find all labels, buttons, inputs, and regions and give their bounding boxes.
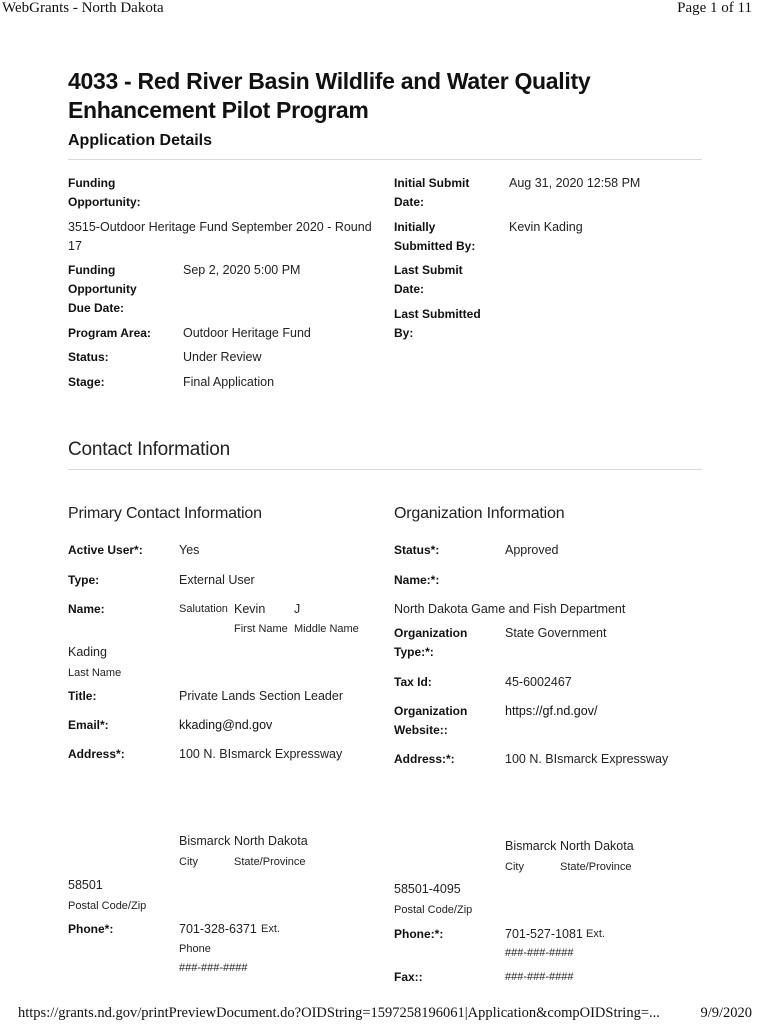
city-caption: City [179, 856, 198, 868]
stage-label: Stage: [68, 375, 105, 389]
section-divider [68, 159, 702, 160]
org-phone-format-hint: ###-###-#### [505, 947, 574, 959]
phone-value: 701-328-6371 [179, 922, 257, 936]
address-label: Address*: [68, 747, 125, 761]
org-phone-value: 701-527-1081 [505, 927, 583, 941]
section-divider [68, 469, 702, 470]
org-website-link[interactable]: https://gf.nd.gov/ [505, 704, 598, 718]
phone-format-hint: ###-###-#### [179, 962, 248, 974]
phone-ext-caption: Ext. [261, 923, 280, 935]
org-state-caption: State/Province [560, 861, 632, 873]
due-date-value: Sep 2, 2020 5:00 PM [183, 263, 301, 277]
contact-name-label: Name: [68, 602, 105, 616]
postal-code-caption: Postal Code/Zip [68, 900, 147, 912]
org-state-value: North Dakota [560, 839, 634, 853]
org-type-label: Organization Type:*: [394, 626, 468, 659]
contact-type-value: External User [179, 573, 255, 587]
page-title-line-2: Enhancement Pilot Program [68, 97, 369, 123]
address-value: 100 N. BIsmarck Expressway [179, 747, 343, 761]
state-value: North Dakota [234, 834, 308, 848]
print-header-site: WebGrants - North Dakota [2, 0, 164, 16]
initially-submitted-by-value: Kevin Kading [509, 220, 583, 234]
org-name-value: North Dakota Game and Fish Department [394, 602, 626, 616]
middle-name-value: J [294, 602, 301, 616]
email-link[interactable]: kkading@nd.gov [179, 718, 273, 732]
tax-id-value: 45-6002467 [505, 675, 572, 689]
org-name-label: Name:*: [394, 573, 440, 587]
funding-opportunity-value: 3515-Outdoor Heritage Fund September 2020 - Round 17 [68, 220, 372, 253]
print-footer-url: https://grants.nd.gov/printPreviewDocument.do?OIDString=1597258196061|Application&compOIDString=... [18, 1005, 660, 1021]
org-city-caption: City [505, 861, 524, 873]
initially-submitted-by-label: Initially Submitted By: [394, 220, 476, 253]
active-user-label: Active User*: [68, 543, 143, 557]
state-caption: State/Province [234, 856, 306, 868]
application-details-heading: Application Details [68, 132, 213, 149]
postal-code-value: 58501 [68, 878, 103, 892]
status-label: Status: [68, 350, 109, 364]
initial-submit-date-value: Aug 31, 2020 12:58 PM [509, 176, 641, 190]
org-city-value: Bismarck [505, 839, 557, 853]
org-type-value: State Government [505, 626, 607, 640]
last-name-value: Kading [68, 645, 107, 659]
stage-value: Final Application [183, 375, 275, 389]
tax-id-label: Tax Id: [394, 675, 432, 689]
org-fax-format-hint: ###-###-#### [505, 971, 574, 983]
organization-information-heading: Organization Information [394, 505, 565, 522]
contact-type-label: Type: [68, 573, 100, 587]
salutation-caption: Salutation [179, 603, 228, 615]
title-value: Private Lands Section Leader [179, 689, 343, 703]
last-name-caption: Last Name [68, 667, 122, 679]
phone-label: Phone*: [68, 922, 114, 936]
print-header-page-number: Page 1 of 11 [677, 0, 752, 16]
primary-contact-heading: Primary Contact Information [68, 505, 262, 522]
funding-opportunity-label: Funding Opportunity: [68, 176, 141, 209]
email-label: Email*: [68, 718, 109, 732]
last-submitted-by-label: Last Submitted By: [394, 307, 481, 340]
active-user-value: Yes [179, 543, 200, 557]
org-postal-code-caption: Postal Code/Zip [394, 904, 473, 916]
status-value: Under Review [183, 350, 262, 364]
due-date-label: Funding Opportunity Due Date: [68, 263, 137, 315]
org-status-label: Status*: [394, 543, 440, 557]
title-label: Title: [68, 689, 97, 703]
city-value: Bismarck [179, 834, 231, 848]
initial-submit-date-label: Initial Submit Date: [394, 176, 470, 209]
org-status-value: Approved [505, 543, 559, 557]
org-address-label: Address:*: [394, 752, 455, 766]
first-name-caption: First Name [234, 623, 288, 635]
org-fax-label: Fax:: [394, 970, 423, 984]
org-address-value: 100 N. BIsmarck Expressway [505, 752, 669, 766]
phone-caption: Phone [179, 943, 211, 955]
org-website-label: Organization Website:: [394, 704, 468, 737]
first-name-value: Kevin [234, 602, 266, 616]
page-title-line-1: 4033 - Red River Basin Wildlife and Water Quality [68, 68, 591, 94]
org-postal-code-value: 58501-4095 [394, 882, 461, 896]
program-area-label: Program Area: [68, 326, 151, 340]
print-footer-date: 9/9/2020 [700, 1005, 752, 1021]
program-area-value: Outdoor Heritage Fund [183, 326, 311, 340]
last-submit-date-label: Last Submit Date: [394, 263, 463, 296]
org-phone-ext-caption: Ext. [586, 928, 605, 940]
org-phone-label: Phone:*: [394, 927, 444, 941]
contact-information-heading: Contact Information [68, 439, 231, 460]
middle-name-caption: Middle Name [294, 623, 359, 635]
